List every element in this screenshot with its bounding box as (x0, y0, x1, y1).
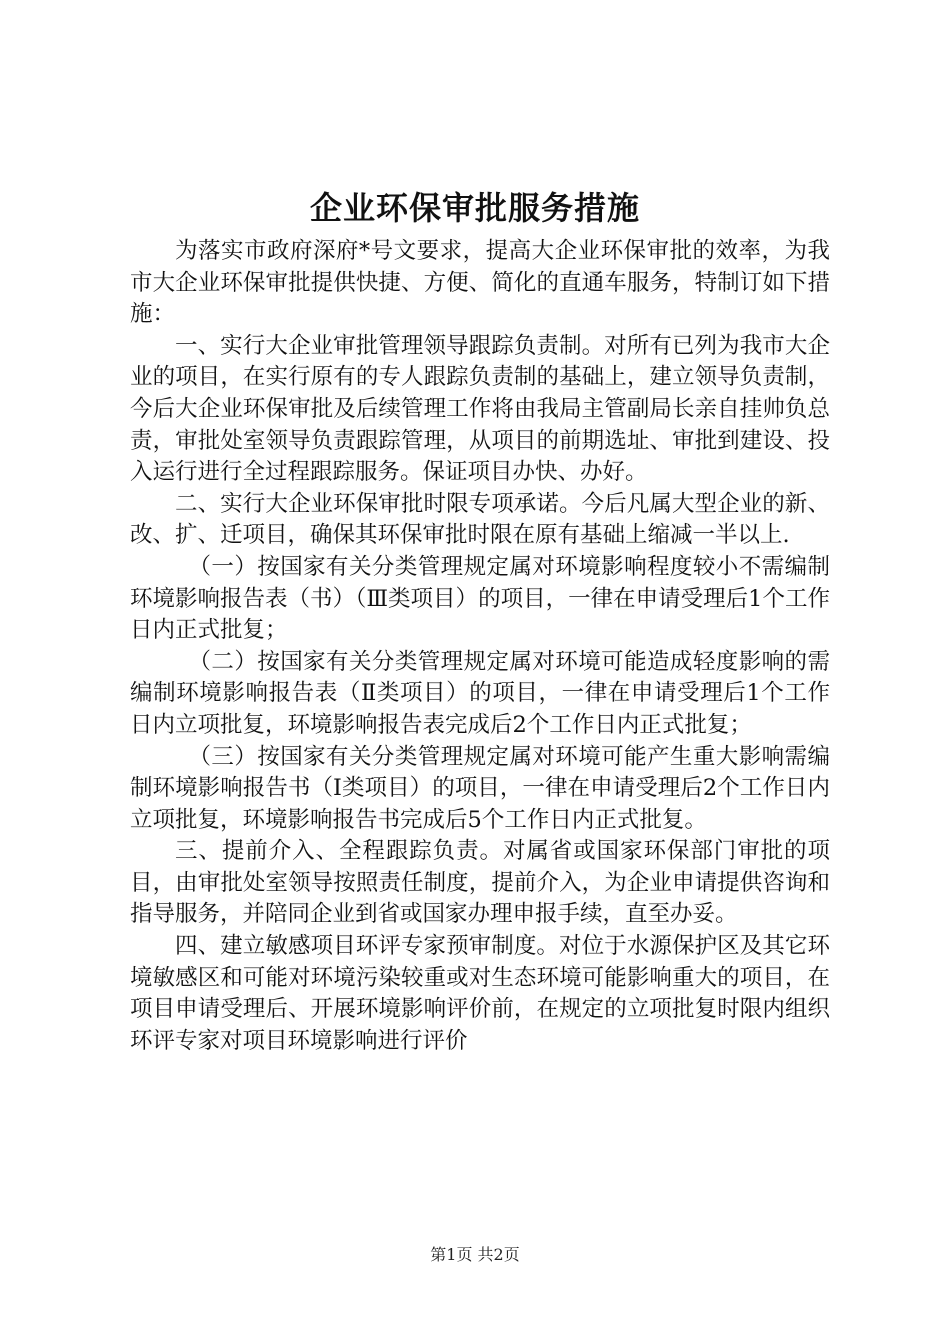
paragraph-section-3: 三、提前介入、全程跟踪负责。对属省或国家环保部门审批的项目，由审批处室领导按照责任制度，提前介入，为企业申请提供咨询和指导服务，并陪同企业到省或国家办理申报手续，直至办妥。 (130, 838, 830, 928)
paragraph-section-4: 四、建立敏感项目环评专家预审制度。对位于水源保护区及其它环境敏感区和可能对环境污染较重或对生态环境可能影响重大的项目，在项目申请受理后、开展环境影响评价前，在规定的立项批复时限内组织环评专家对项目环境影响进行评价 (130, 933, 830, 1054)
document-body (130, 236, 830, 1057)
paragraph-subitem-2: （二）按国家有关分类管理规定属对环境可能造成轻度影响的需编制环境影响报告表（Ⅱ类项目）的项目，一律在申请受理后1个工作日内立项批复，环境影响报告表完成后2个工作日内正式批复； (130, 648, 830, 738)
document-title: 企业环保审批服务措施 (309, 189, 640, 227)
paragraph-subitem-1: （一）按国家有关分类管理规定属对环境影响程度较小不需编制环境影响报告表（书）（Ⅲ类项目）的项目，一律在申请受理后1个工作日内正式批复； (130, 553, 830, 644)
paragraph-section-2: 二、实行大企业环保审批时限专项承诺。今后凡属大型企业的新、改、扩、迁项目，确保其环保审批时限在原有基础上缩减一半以上. (130, 490, 830, 549)
paragraph-intro: 为落实市政府深府*号文要求，提高大企业环保审批的效率，为我市大企业环保审批提供快捷、方便、简化的直通车服务，特制订如下措施： (130, 238, 830, 328)
paragraph-section-1: 一、实行大企业审批管理领导跟踪负责制。对所有已列为我市大企业的项目，在实行原有的专人跟踪负责制的基础上，建立领导负责制，今后大企业环保审批及后续管理工作将由我局主管副局长亲自挂帅负总责，审批处室领导负责跟踪管理，从项目的前期选址、审批到建设、投入运行进行全过程跟踪服务。保证项目办快、办好。 (130, 332, 830, 486)
page-footer: 第1页 共2页 (430, 1245, 520, 1264)
paragraph-subitem-3: （三）按国家有关分类管理规定属对环境可能产生重大影响需编制环境影响报告书（Ⅰ类项目）的项目，一律在申请受理后2个工作日内立项批复，环境影响报告书完成后5个工作日内正式批复。 (130, 743, 830, 833)
